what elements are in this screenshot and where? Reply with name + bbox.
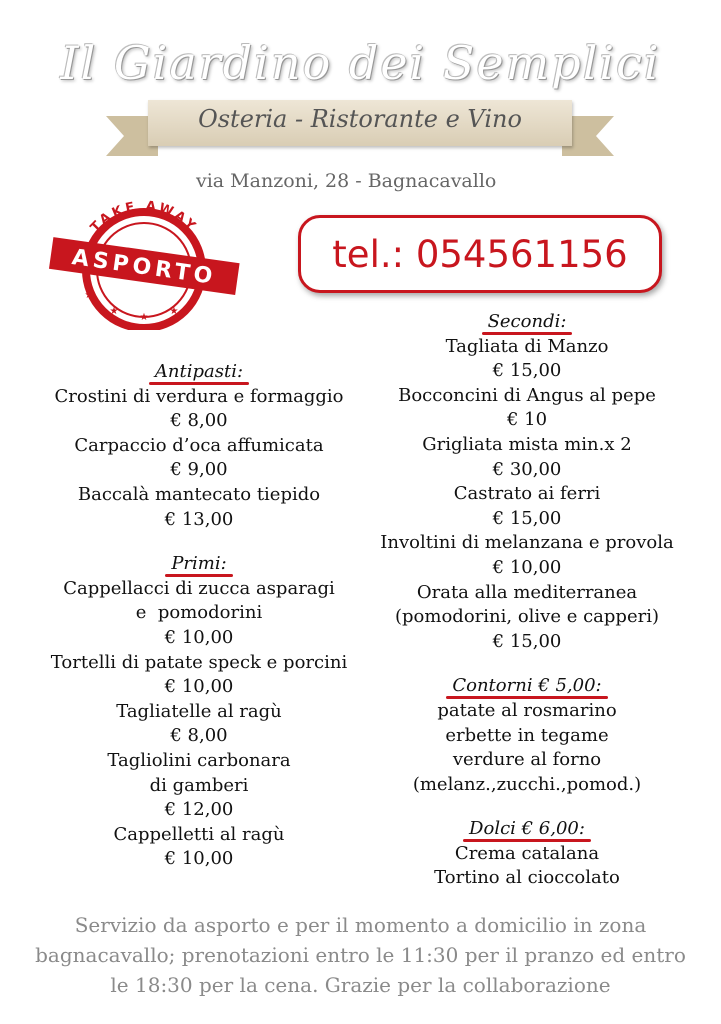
contorno-item: verdure al forno xyxy=(452,749,602,771)
menu-item-price: € 8,00 xyxy=(170,410,228,432)
menu-item-price: € 10,00 xyxy=(164,848,234,870)
primi-heading: Primi: xyxy=(171,552,226,577)
menu-item-price: € 9,00 xyxy=(170,459,228,481)
menu-item-name: Cappellacci di zucca asparagi xyxy=(63,577,335,599)
menu-item-price: € 13,00 xyxy=(164,508,234,530)
restaurant-name: Il Giardino dei Semplici xyxy=(60,36,661,90)
contorno-item: (melanz.,zucchi.,pomod.) xyxy=(412,773,642,795)
menu-item-price: € 10,00 xyxy=(164,676,234,698)
section-gap xyxy=(364,797,690,817)
menu-item-name: Tagliolini carbonara xyxy=(107,749,291,771)
menu-item-price: € 10 xyxy=(506,409,548,431)
menu-item-name: Tortelli di patate speck e porcini xyxy=(50,651,348,673)
menu-item-name: Tagliata di Manzo xyxy=(445,335,609,357)
contorno-item: erbette in tegame xyxy=(445,724,609,746)
menu-item-price: € 15,00 xyxy=(492,507,562,529)
contorni-section xyxy=(364,674,690,797)
stamp-top-text: TAKE AWAY xyxy=(87,200,201,236)
menu-item-name: Baccalà mantecato tiepido xyxy=(77,483,321,505)
address: via Manzoni, 28 - Bagnacavallo xyxy=(196,170,497,192)
phone-box xyxy=(298,215,662,293)
stamp-main-text: ASPORTO xyxy=(70,245,218,290)
menu-item-price: € 30,00 xyxy=(492,458,562,480)
section-gap xyxy=(36,532,362,552)
menu-item-price: € 10,00 xyxy=(492,556,562,578)
menu-item-price: € 10,00 xyxy=(164,626,234,648)
menu-item-name: Crostini di verdura e formaggio xyxy=(54,385,344,407)
dolce-item: Crema catalana xyxy=(454,842,600,864)
menu-item-name: Involtini di melanzana e provola xyxy=(380,532,674,554)
menu-item-name: Tagliatelle al ragù xyxy=(116,700,282,722)
section-gap xyxy=(364,654,690,674)
secondi-section xyxy=(364,310,690,654)
contorni-heading: Contorni € 5,00: xyxy=(452,674,601,699)
menu-item-name: e pomodorini xyxy=(135,602,263,624)
menu-item-name: Cappelletti al ragù xyxy=(113,823,285,845)
menu-item-price: € 12,00 xyxy=(164,799,234,821)
star-icon: ★ xyxy=(169,306,179,317)
phone-number[interactable]: tel.: 054561156 xyxy=(332,232,628,276)
menu-item-name: Castrato ai ferri xyxy=(453,483,601,505)
menu-item-name: Orata alla mediterranea xyxy=(416,581,638,603)
menu-item-price: € 15,00 xyxy=(492,630,562,652)
menu-item-name: (pomodorini, olive e capperi) xyxy=(395,606,659,628)
tagline: Osteria - Ristorante e Vino xyxy=(198,105,522,133)
antipasti-section xyxy=(36,360,362,532)
dolce-item: Tortino al cioccolato xyxy=(434,867,620,889)
primi-section xyxy=(36,552,362,872)
footer-line: Servizio da asporto e per il momento a domicilio in zona xyxy=(74,913,647,937)
asporto-stamp xyxy=(44,200,244,330)
menu-item-price: € 15,00 xyxy=(492,360,562,382)
menu-item-name: Bocconcini di Angus al pepe xyxy=(398,384,656,406)
footer-notice xyxy=(20,910,701,1000)
footer-line: bagnacavallo; prenotazioni entro le 11:30 per il pranzo ed entro xyxy=(35,943,686,967)
contorno-item: patate al rosmarino xyxy=(437,699,617,721)
footer-line: le 18:30 per la cena. Grazie per la collaborazione xyxy=(110,973,611,997)
dolci-heading: Dolci € 6,00: xyxy=(469,817,585,842)
menu-item-name: Carpaccio d’oca affumicata xyxy=(74,434,324,456)
menu-item-price: € 8,00 xyxy=(170,725,228,747)
menu-item-name: Grigliata mista min.x 2 xyxy=(422,433,632,455)
dolci-section xyxy=(364,817,690,891)
star-icon: ★ xyxy=(109,306,119,317)
left-menu-column xyxy=(36,360,362,872)
star-icon: ★ xyxy=(84,290,94,301)
secondi-heading: Secondi: xyxy=(488,310,567,335)
antipasti-heading: Antipasti: xyxy=(155,360,243,385)
star-icon: ★ xyxy=(139,312,149,323)
right-menu-column xyxy=(364,310,690,891)
menu-item-name: di gamberi xyxy=(149,774,249,796)
